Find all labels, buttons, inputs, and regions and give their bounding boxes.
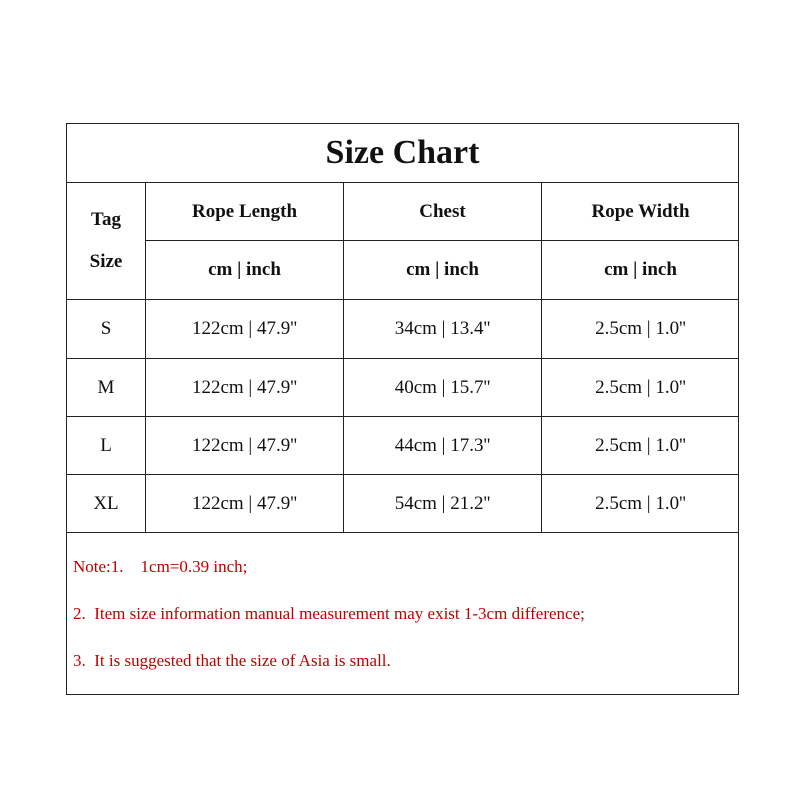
table-row-size: S	[100, 318, 112, 339]
table-cell-chest: 40cm | 15.7''	[394, 376, 491, 398]
table-cell-chest: 44cm | 17.3''	[394, 434, 491, 456]
note-2: 2. Item size information manual measurement may exist 1-3cm difference;	[73, 604, 585, 623]
table-cell-chest: 34cm | 13.4''	[394, 318, 491, 339]
tag-size-header	[67, 183, 145, 299]
header-chest: Chest	[419, 200, 466, 222]
size-grid	[67, 183, 738, 533]
size-chart-title: Size Chart	[67, 124, 738, 183]
tag-label: Tag	[91, 209, 121, 230]
table-cell-rope-length: 122cm | 47.9''	[191, 492, 298, 514]
size-label: Size	[89, 251, 123, 272]
table-cell-rope-width: 2.5cm | 1.0''	[595, 492, 686, 514]
notes-section	[67, 533, 738, 695]
table-row-size: M	[97, 376, 115, 398]
table-cell-rope-width: 2.5cm | 1.0''	[595, 318, 686, 339]
note-3: 3. It is suggested that the size of Asia is small.	[73, 651, 391, 670]
table-cell-rope-length: 122cm | 47.9''	[191, 376, 298, 398]
table-cell-chest: 54cm | 21.2''	[394, 492, 491, 514]
header-rope-length: Rope Length	[191, 200, 298, 222]
note-1: Note:1. 1cm=0.39 inch;	[73, 557, 248, 576]
size-chart-table	[66, 123, 739, 695]
table-cell-rope-width: 2.5cm | 1.0''	[595, 376, 686, 398]
table-cell-rope-length: 122cm | 47.9''	[191, 318, 298, 339]
table-row-size: L	[100, 434, 112, 456]
unit-rope-length: cm | inch	[208, 259, 281, 280]
table-cell-rope-width: 2.5cm | 1.0''	[595, 434, 686, 456]
table-row-size: XL	[93, 492, 119, 514]
header-rope-width: Rope Width	[591, 200, 690, 222]
table-cell-rope-length: 122cm | 47.9''	[191, 434, 298, 456]
unit-chest: cm | inch	[406, 259, 479, 280]
unit-rope-width: cm | inch	[604, 259, 677, 280]
